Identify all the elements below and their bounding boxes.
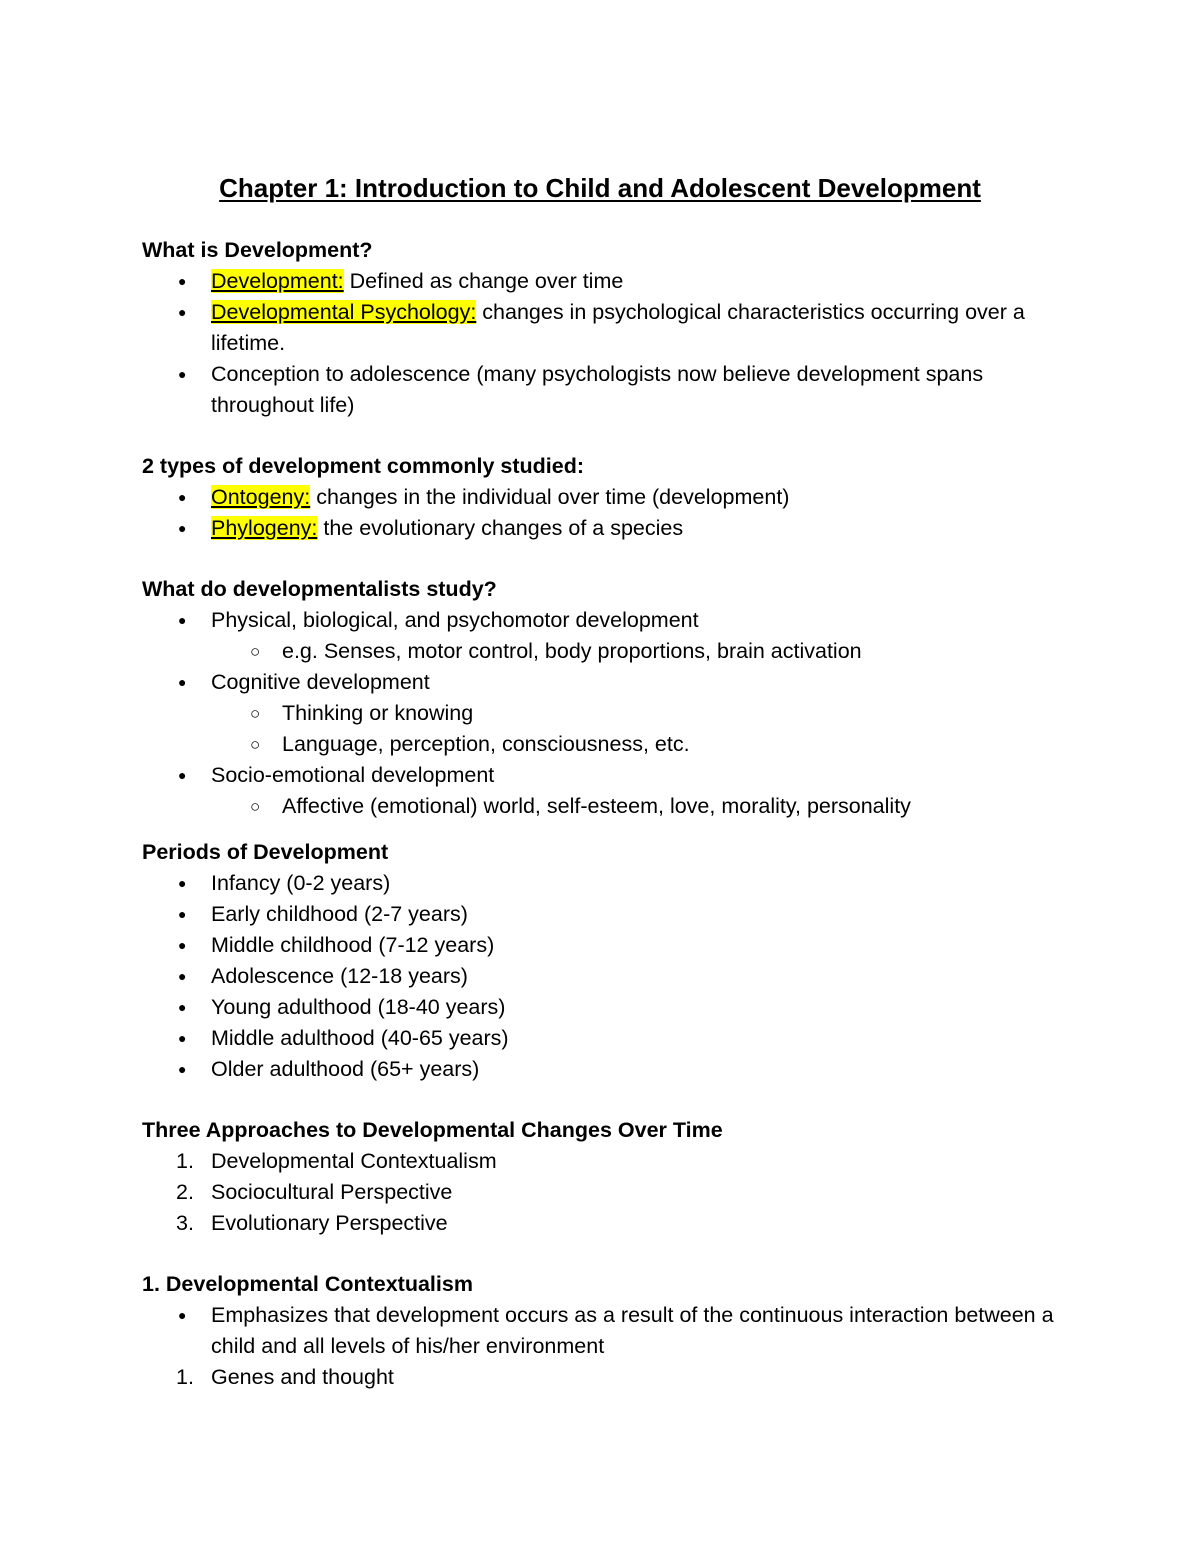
item-text: Evolutionary Perspective: [211, 1211, 448, 1235]
list-item: [142, 1300, 1072, 1362]
sub-item-text: Thinking or knowing: [282, 701, 474, 725]
list-item: [142, 961, 1072, 992]
list-item: [142, 513, 1072, 544]
bullet-icon: ●: [178, 304, 187, 320]
bullet-icon: ●: [178, 937, 187, 953]
highlighted-term: Development:: [211, 269, 344, 293]
item-text: Middle adulthood (40-65 years): [211, 1026, 509, 1050]
list-number: 3.: [176, 1211, 194, 1235]
item-text: Physical, biological, and psychomotor development: [211, 608, 699, 632]
item-text: Genes and thought: [211, 1365, 394, 1389]
list-item: [142, 266, 1072, 297]
item-text: Young adulthood (18-40 years): [211, 995, 506, 1019]
list-number: 1.: [176, 1149, 194, 1173]
bullet-icon: ●: [178, 612, 187, 628]
circle-bullet-icon: ○: [250, 797, 261, 816]
item-text: changes in psychological characteristics occurring over a lifetime.: [211, 300, 1025, 355]
list-item: [142, 359, 1072, 421]
bullet-icon: ●: [178, 674, 187, 690]
numbered-list-item: [142, 1208, 1072, 1239]
sub-item-text: Affective (emotional) world, self-esteem, love, morality, personality: [282, 794, 911, 818]
numbered-list-item: [142, 1146, 1072, 1177]
bullet-icon: ●: [178, 489, 187, 505]
bullet-icon: ●: [178, 366, 187, 382]
list-contextualism: [142, 1300, 1072, 1393]
sub-item-text: Language, perception, consciousness, etc.: [282, 732, 690, 756]
list-what-is-development: [142, 266, 1072, 421]
numbered-list-item: [142, 1177, 1072, 1208]
bullet-icon: ●: [178, 520, 187, 536]
list-number: 1.: [176, 1365, 194, 1389]
bullet-icon: ●: [178, 767, 187, 783]
item-text: Conception to adolescence (many psychologists now believe development spans throughout life): [211, 362, 984, 417]
section-heading-periods: Periods of Development: [142, 840, 389, 864]
item-text: Developmental Contextualism: [211, 1149, 497, 1173]
list-item: [142, 1023, 1072, 1054]
sub-list-item: [142, 791, 1072, 822]
list-item: [142, 297, 1072, 359]
section-heading-three-approaches: Three Approaches to Developmental Changes Over Time: [142, 1118, 723, 1142]
list-item: [142, 667, 1072, 698]
bullet-icon: ●: [178, 273, 187, 289]
item-text: Emphasizes that development occurs as a result of the continuous interaction between a child and all levels of his/her environment: [211, 1303, 1054, 1358]
list-item: [142, 1054, 1072, 1085]
bullet-icon: ●: [178, 1061, 187, 1077]
bullet-icon: ●: [178, 875, 187, 891]
bullet-icon: ●: [178, 1307, 187, 1323]
sub-item-text: e.g. Senses, motor control, body proportions, brain activation: [282, 639, 862, 663]
list-item: [142, 482, 1072, 513]
list-what-developmentalists-study: [142, 605, 1072, 822]
page-title: Chapter 1: Introduction to Child and Adolescent Development: [219, 173, 981, 203]
highlighted-term: Ontogeny:: [211, 485, 311, 509]
item-text: Cognitive development: [211, 670, 430, 694]
item-text: Sociocultural Perspective: [211, 1180, 453, 1204]
bullet-icon: ●: [178, 999, 187, 1015]
list-item: [142, 899, 1072, 930]
highlighted-term: Developmental Psychology:: [211, 300, 477, 324]
item-text: Middle childhood (7-12 years): [211, 933, 495, 957]
item-text: Defined as change over time: [343, 269, 624, 293]
bullet-icon: ●: [178, 1030, 187, 1046]
list-item: [142, 930, 1072, 961]
section-heading-contextualism: 1. Developmental Contextualism: [142, 1272, 473, 1296]
circle-bullet-icon: ○: [250, 642, 261, 661]
item-text: Early childhood (2-7 years): [211, 902, 468, 926]
sub-list-item: [142, 729, 1072, 760]
item-text: changes in the individual over time (development): [310, 485, 790, 509]
sub-list-item: [142, 636, 1072, 667]
list-item: [142, 992, 1072, 1023]
numbered-list-item: [142, 1362, 1072, 1393]
item-text: the evolutionary changes of a species: [317, 516, 684, 540]
bullet-icon: ●: [178, 968, 187, 984]
list-item: [142, 605, 1072, 636]
item-text: Socio-emotional development: [211, 763, 495, 787]
numbered-list-approaches: [142, 1146, 1072, 1239]
list-periods: [142, 868, 1072, 1085]
list-number: 2.: [176, 1180, 194, 1204]
list-item: [142, 760, 1072, 791]
item-text: Older adulthood (65+ years): [211, 1057, 480, 1081]
list-item: [142, 868, 1072, 899]
circle-bullet-icon: ○: [250, 735, 261, 754]
bullet-icon: ●: [178, 906, 187, 922]
item-text: Infancy (0-2 years): [211, 871, 391, 895]
highlighted-term: Phylogeny:: [211, 516, 318, 540]
item-text: Adolescence (12-18 years): [211, 964, 468, 988]
circle-bullet-icon: ○: [250, 704, 261, 723]
section-heading-types-of-development: 2 types of development commonly studied:: [142, 454, 585, 478]
section-heading-what-developmentalists-study: What do developmentalists study?: [142, 577, 497, 601]
list-types-of-development: [142, 482, 1072, 544]
sub-list-item: [142, 698, 1072, 729]
document-body: [142, 235, 1072, 1393]
section-heading-what-is-development: What is Development?: [142, 238, 373, 262]
